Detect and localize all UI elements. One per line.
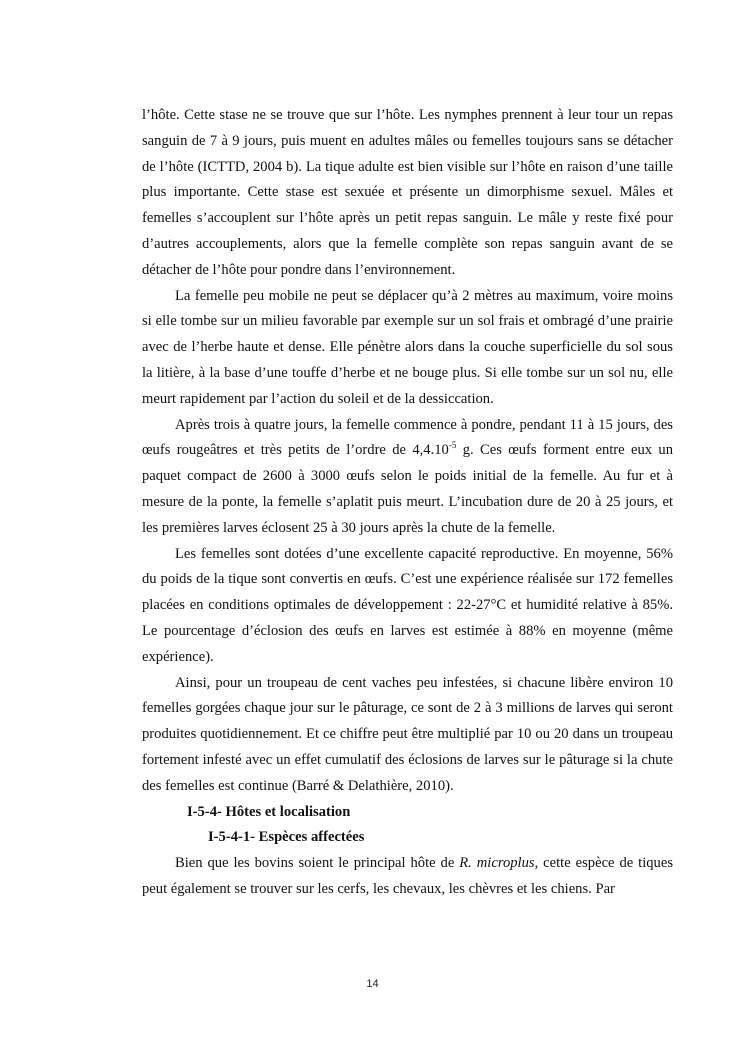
subsection-heading: I-5-4-1- Espèces affectées	[208, 829, 365, 846]
paragraph-host-stages: l’hôte. Cette stase ne se trouve que sur l’hôte. Les nymphes prennent à leur tour un repas sanguin de 7 à 9 jours, puis muent en adultes mâles ou femelles toujours sans se détacher de l’hôte (ICTTD, 2004 b). La tique adulte est bien visible sur l’hôte en raison d’une taille plus importante. Cette stase est sexuée et présente un dimorphisme sexuel. Mâles et femelles s’accouplent sur l’hôte après un petit repas sanguin. Le mâle y reste fixé pour d’autres accouplements, alors que la femelle complète son repas sanguin avant de se détacher de l’hôte pour pondre dans l’environnement.	[142, 107, 673, 278]
paragraph-reproductive-capacity: Les femelles sont dotées d’une excellente capacité reproductive. En moyenne, 56% du poids de la tique sont convertis en œufs. C’est une expérience réalisée sur 172 femelles placées en conditions optimales de développement : 22-27°C et humidité relative à 85%. Le pourcentage d’éclosion des œufs en larves est estimée à 88% en moyenne (même expérience).	[142, 545, 673, 665]
paragraph-affected-species	[142, 851, 673, 903]
document-page	[142, 103, 673, 903]
paragraph-egg-laying	[142, 413, 673, 542]
affected-species-text-end: cette espèce de tiques peut également se trouver sur les cerfs, les chevaux, les chèvres et les chiens. Par	[142, 855, 674, 897]
paragraph-female-mobility: La femelle peu mobile ne peut se déplacer qu’à 2 mètres au maximum, voire moins si elle tombe sur un milieu favorable par exemple sur un sol frais et ombragé d’une prairie avec de l’herbe haute et dense. Elle pénètre alors dans la couche superficielle du sol sous la litière, à la base d’une touffe d’herbe et ne bouge plus. Si elle tombe sur un sol nu, elle meurt rapidement par l’action du soleil et de la dessiccation.	[142, 287, 673, 407]
affected-species-text-start: Bien que les bovins soient le principal hôte de	[175, 855, 460, 872]
egg-laying-text-end: g. Ces œufs forment entre eux un paquet compact de 2600 à 3000 œufs selon le poids initial de la femelle. Au fur et à mesure de la ponte, la femelle s’aplatit puis meurt. L’incubation dure de 20 à 25 jours, et les premières larves éclosent 25 à 30 jours après la chute de la femelle.	[142, 442, 673, 536]
egg-laying-text-start: Après trois à quatre jours, la femelle commence à pondre, pendant 11 à 15 jours, des œufs rougeâtres et très petits de l’ordre de 4,4.10	[142, 416, 673, 459]
paragraph-larvae-production: Ainsi, pour un troupeau de cent vaches peu infestées, si chacune libère environ 10 femelles gorgées chaque jour sur le pâturage, ce sont de 2 à 3 millions de larves qui seront produites quotidiennement. Et ce chiffre peut être multiplié par 10 ou 20 dans un troupeau fortement infesté avec un effet cumulatif des éclosions de larves sur le pâturage si la chute des femelles est continue (Barré & Delathière, 2010).	[142, 674, 673, 794]
species-name: R. microplus,	[459, 855, 539, 872]
section-heading: I-5-4- Hôtes et localisation	[187, 803, 351, 820]
exponent: -5	[448, 440, 457, 451]
page-number: 14	[366, 978, 379, 990]
